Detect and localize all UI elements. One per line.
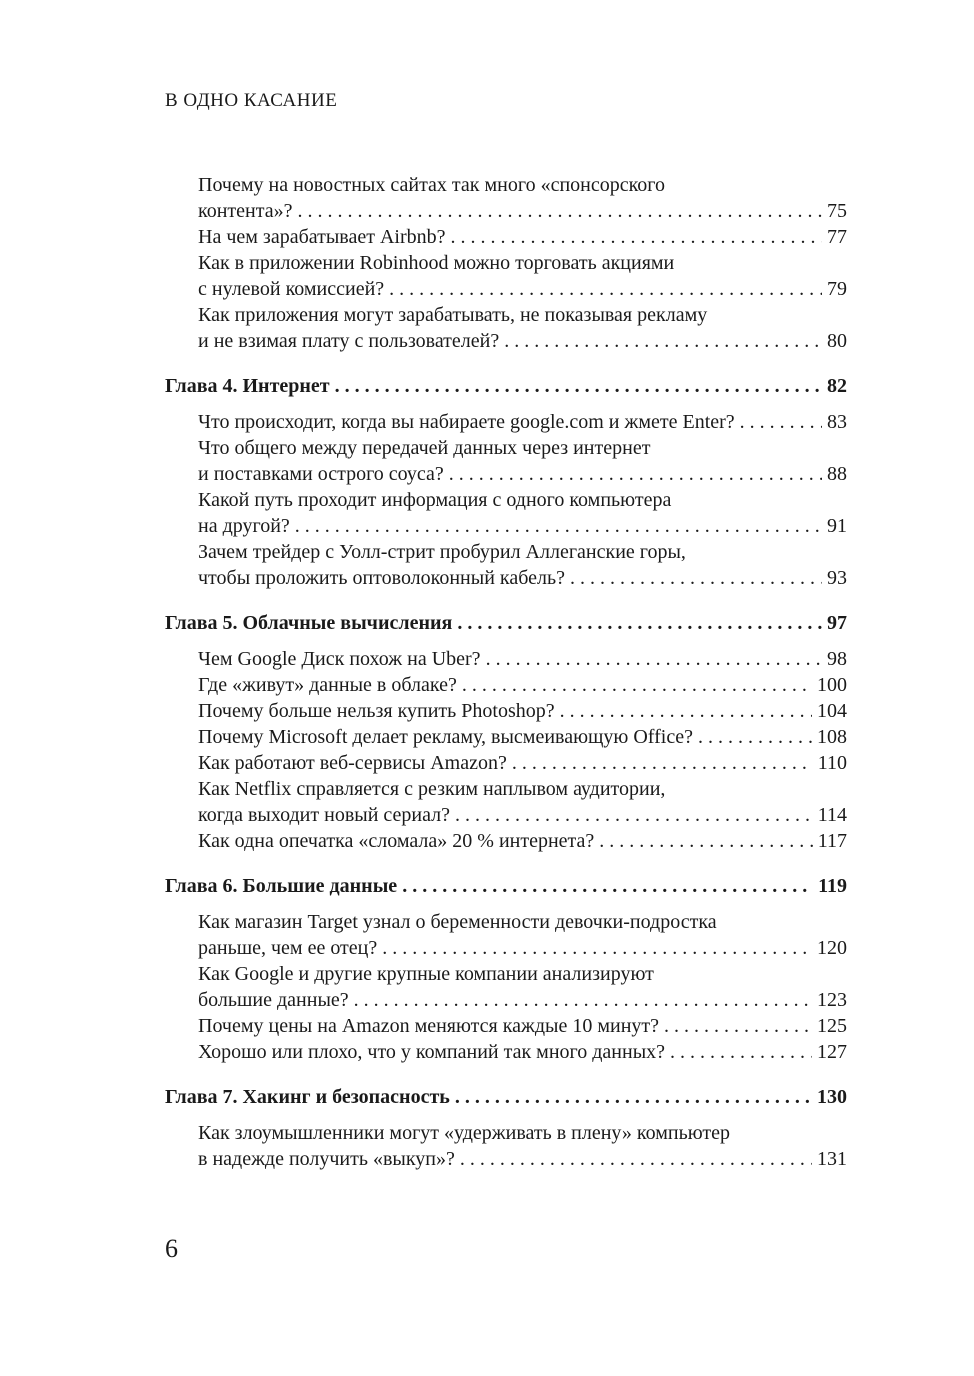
- entry-leader-row: [198, 646, 847, 672]
- toc-section: [165, 372, 847, 591]
- entry-leader-row: [198, 224, 847, 250]
- entry-page: 80: [827, 330, 847, 352]
- entry-leader-row: [198, 987, 847, 1013]
- chapter-page: 119: [818, 875, 847, 897]
- entry-title-line: на другой?: [198, 515, 290, 537]
- entry-title-line: Почему больше нельзя купить Photoshop?: [198, 700, 555, 722]
- entry-title-line: большие данные?: [198, 989, 349, 1011]
- entry-leader-row: [198, 698, 847, 724]
- dot-leader: [382, 935, 812, 961]
- entry-page: 104: [817, 700, 847, 722]
- entry-page: 127: [817, 1041, 847, 1063]
- entry-page: 79: [827, 278, 847, 300]
- entry-title-line: и поставками острого соуса?: [198, 463, 444, 485]
- entry-leader-row: [198, 276, 847, 302]
- toc-entry: [198, 302, 847, 354]
- entry-leader-row: [198, 750, 847, 776]
- dot-leader: [560, 698, 812, 724]
- dot-leader: [457, 609, 822, 637]
- toc-entry: [198, 698, 847, 724]
- entry-leader-row: [198, 724, 847, 750]
- entry-title-line: Как магазин Target узнал о беременности девочки-подростка: [198, 911, 717, 933]
- dot-leader: [354, 987, 812, 1013]
- entry-title-line: Как злоумышленники могут «удерживать в плену» компьютер: [198, 1122, 731, 1144]
- entry-title-line: Какой путь проходит информация с одного компьютера: [198, 489, 672, 511]
- chapter-page: 130: [817, 1086, 847, 1108]
- toc-entry: [198, 828, 847, 854]
- chapter-heading: [165, 609, 847, 637]
- dot-leader: [740, 409, 822, 435]
- dot-leader: [460, 1146, 812, 1172]
- entry-page: 83: [827, 411, 847, 433]
- dot-leader: [297, 198, 822, 224]
- entry-page: 108: [817, 726, 847, 748]
- entry-page: 75: [827, 200, 847, 222]
- entry-leader-row: [198, 565, 847, 591]
- entry-title-line: Зачем трейдер с Уолл-стрит пробурил Аллеганские горы,: [198, 541, 686, 563]
- entry-page: 100: [817, 674, 847, 696]
- toc-entry: [198, 224, 847, 250]
- entry-leader-row: [198, 198, 847, 224]
- entry-title-line: Как Netflix справляется с резким наплывом аудитории,: [198, 778, 666, 800]
- entry-title-line: и не взимая плату с пользователей?: [198, 330, 500, 352]
- dot-leader: [402, 872, 813, 900]
- toc-entry: [198, 724, 847, 750]
- chapter-title: Глава 6. Большие данные: [165, 875, 398, 897]
- chapter-title: Глава 4. Интернет: [165, 375, 330, 397]
- dot-leader: [664, 1013, 812, 1039]
- entry-page: 120: [817, 937, 847, 959]
- toc-entry: [198, 1120, 847, 1172]
- entry-leader-row: [198, 409, 847, 435]
- dot-leader: [389, 276, 822, 302]
- entry-page: 93: [827, 567, 847, 589]
- chapter-heading: [165, 1083, 847, 1111]
- entry-title-line: Где «живут» данные в облаке?: [198, 674, 457, 696]
- dot-leader: [451, 224, 823, 250]
- table-of-contents: [165, 172, 847, 1190]
- dot-leader: [335, 372, 822, 400]
- dot-leader: [670, 1039, 812, 1065]
- toc-entry: [198, 250, 847, 302]
- chapter-title: Глава 7. Хакинг и безопасность: [165, 1086, 450, 1108]
- toc-entry: [198, 1039, 847, 1065]
- entry-title-line: Как в приложении Robinhood можно торговать акциями: [198, 252, 675, 274]
- entry-leader-row: [198, 328, 847, 354]
- dot-leader: [295, 513, 822, 539]
- dot-leader: [455, 802, 813, 828]
- entry-leader-row: [198, 513, 847, 539]
- page-number: 6: [165, 1234, 178, 1263]
- entry-leader-row: [198, 461, 847, 487]
- toc-entry: [198, 539, 847, 591]
- entry-title-line: Почему Microsoft делает рекламу, высмеивающую Office?: [198, 726, 693, 748]
- toc-section: [165, 609, 847, 854]
- entry-leader-row: [198, 672, 847, 698]
- entry-page: 125: [817, 1015, 847, 1037]
- dot-leader: [449, 461, 822, 487]
- entry-page: 98: [827, 648, 847, 670]
- toc-entry: [198, 487, 847, 539]
- entry-leader-row: [198, 935, 847, 961]
- entry-leader-row: [198, 1146, 847, 1172]
- entry-title-line: в надежде получить «выкуп»?: [198, 1148, 455, 1170]
- toc-section: [165, 1083, 847, 1172]
- entry-page: 123: [817, 989, 847, 1011]
- toc-entry: [198, 776, 847, 828]
- dot-leader: [504, 328, 822, 354]
- entry-leader-row: [198, 1013, 847, 1039]
- dot-leader: [599, 828, 812, 854]
- toc-entry: [198, 672, 847, 698]
- entry-leader-row: [198, 828, 847, 854]
- toc-entry: [198, 1013, 847, 1039]
- dot-leader: [462, 672, 812, 698]
- chapter-page: 82: [827, 375, 847, 397]
- entry-page: 131: [817, 1148, 847, 1170]
- toc-section: [165, 872, 847, 1065]
- chapter-heading: [165, 872, 847, 900]
- entry-title-line: Как одна опечатка «сломала» 20 % интернета?: [198, 830, 595, 852]
- entry-title-line: Хорошо или плохо, что у компаний так много данных?: [198, 1041, 666, 1063]
- toc-entry: [198, 409, 847, 435]
- toc-entry: [198, 646, 847, 672]
- entry-leader-row: [198, 802, 847, 828]
- entry-title-line: с нулевой комиссией?: [198, 278, 385, 300]
- toc-section: [165, 172, 847, 354]
- entry-page: 110: [817, 752, 847, 774]
- toc-entry: [198, 909, 847, 961]
- dot-leader: [486, 646, 822, 672]
- entry-title-line: Почему цены на Amazon меняются каждые 10 минут?: [198, 1015, 660, 1037]
- entry-title-line: Почему на новостных сайтах так много «спонсорского: [198, 174, 666, 196]
- chapter-heading: [165, 372, 847, 400]
- dot-leader: [570, 565, 822, 591]
- chapter-title: Глава 5. Облачные вычисления: [165, 612, 453, 634]
- entry-page: 91: [827, 515, 847, 537]
- toc-entry: [198, 750, 847, 776]
- entry-title-line: раньше, чем ее отец?: [198, 937, 378, 959]
- entry-title-line: Что общего между передачей данных через интернет: [198, 437, 651, 459]
- entry-page: 114: [817, 804, 847, 826]
- entry-page: 117: [817, 830, 847, 852]
- entry-title-line: Как приложения могут зарабатывать, не показывая рекламу: [198, 304, 708, 326]
- toc-entry: [198, 435, 847, 487]
- entry-page: 77: [827, 226, 847, 248]
- entry-title-line: контента»?: [198, 200, 293, 222]
- dot-leader: [455, 1083, 812, 1111]
- entry-title-line: На чем зарабатывает Airbnb?: [198, 226, 446, 248]
- chapter-page: 97: [827, 612, 847, 634]
- entry-title-line: когда выходит новый сериал?: [198, 804, 451, 826]
- running-head: В ОДНО КАСАНИЕ: [165, 90, 338, 111]
- toc-entry: [198, 172, 847, 224]
- entry-title-line: Чем Google Диск похож на Uber?: [198, 648, 481, 670]
- dot-leader: [698, 724, 812, 750]
- entry-title-line: Как Google и другие крупные компании анализируют: [198, 963, 654, 985]
- entry-title-line: чтобы проложить оптоволоконный кабель?: [198, 567, 565, 589]
- dot-leader: [512, 750, 813, 776]
- entry-page: 88: [827, 463, 847, 485]
- toc-entry: [198, 961, 847, 1013]
- entry-leader-row: [198, 1039, 847, 1065]
- entry-title-line: Что происходит, когда вы набираете google.com и жмете Enter?: [198, 411, 735, 433]
- entry-title-line: Как работают веб-сервисы Amazon?: [198, 752, 507, 774]
